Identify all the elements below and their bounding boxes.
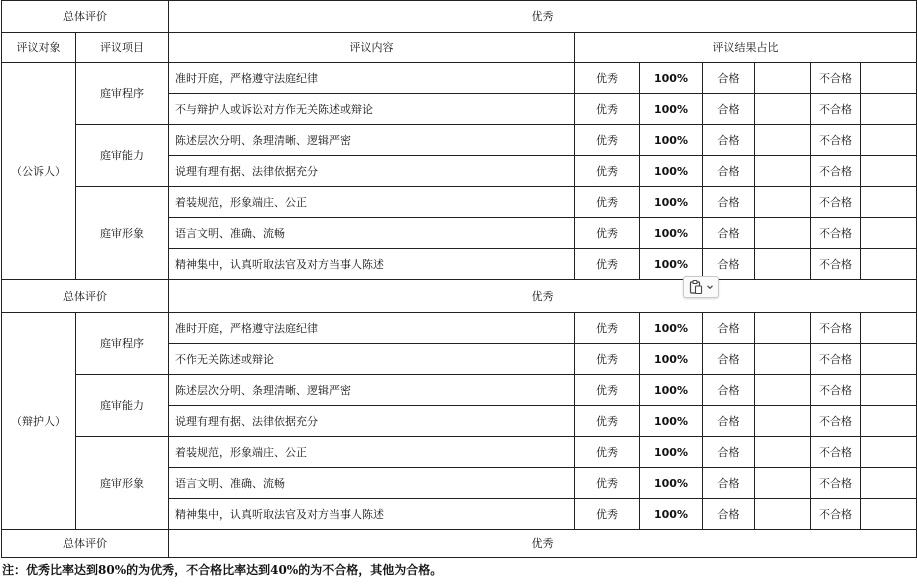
grade-blank: [755, 63, 811, 94]
overall-label: 总体评价: [2, 1, 169, 33]
content-cell: 陈述层次分明、条理清晰、逻辑严密: [169, 125, 575, 156]
grade-blank: [861, 313, 917, 344]
header-item: 评议项目: [76, 33, 169, 63]
grade-pass: 合格: [703, 125, 755, 156]
overall-value: 优秀: [169, 1, 917, 33]
grade-blank: [861, 437, 917, 468]
grade-fail: 不合格: [811, 344, 861, 375]
grade-blank: [861, 125, 917, 156]
content-cell: 陈述层次分明、条理清晰、逻辑严密: [169, 375, 575, 406]
content-cell: 准时开庭，严格遵守法庭纪律: [169, 313, 575, 344]
grade-percent: 100%: [640, 344, 703, 375]
header-result-ratio: 评议结果占比: [575, 33, 917, 63]
table-row: [2, 125, 917, 156]
grade-blank: [755, 94, 811, 125]
grade-pass: 合格: [703, 344, 755, 375]
target-cell: （辩护人）: [2, 313, 76, 530]
grade-blank: [755, 218, 811, 249]
grade-percent: 100%: [640, 94, 703, 125]
grade-fail: 不合格: [811, 249, 861, 280]
table-row: [2, 437, 917, 468]
grade-blank: [755, 344, 811, 375]
overall-row: [2, 530, 917, 558]
grade-blank: [861, 375, 917, 406]
grade-blank: [861, 94, 917, 125]
content-cell: 说理有理有据、法律依据充分: [169, 406, 575, 437]
header-target: 评议对象: [2, 33, 76, 63]
grade-percent: 100%: [640, 499, 703, 530]
grade-pass: 合格: [703, 406, 755, 437]
grade-blank: [755, 375, 811, 406]
grade-fail: 不合格: [811, 468, 861, 499]
grade-percent: 100%: [640, 249, 703, 280]
overall-value: 优秀: [169, 530, 917, 558]
grade-excellent: 优秀: [575, 187, 640, 218]
overall-row: [2, 280, 917, 313]
content-cell: 说理有理有据、法律依据充分: [169, 156, 575, 187]
grade-pass: 合格: [703, 63, 755, 94]
overall-value: 优秀: [169, 280, 917, 313]
grade-percent: 100%: [640, 437, 703, 468]
grade-fail: 不合格: [811, 313, 861, 344]
grade-blank: [861, 187, 917, 218]
grade-blank: [755, 125, 811, 156]
grade-blank: [861, 344, 917, 375]
grade-fail: 不合格: [811, 63, 861, 94]
grade-fail: 不合格: [811, 218, 861, 249]
footnote: 注：优秀比率达到80%的为优秀，不合格比率达到40%的为不合格，其他为合格。: [2, 563, 443, 577]
grade-pass: 合格: [703, 375, 755, 406]
grade-blank: [755, 499, 811, 530]
table-row: [2, 375, 917, 406]
chevron-down-icon: [706, 283, 714, 291]
grade-percent: 100%: [640, 63, 703, 94]
grade-percent: 100%: [640, 218, 703, 249]
grade-pass: 合格: [703, 437, 755, 468]
grade-excellent: 优秀: [575, 125, 640, 156]
grade-blank: [861, 406, 917, 437]
header-content: 评议内容: [169, 33, 575, 63]
item-cell: 庭审能力: [76, 125, 169, 187]
grade-blank: [755, 187, 811, 218]
paste-options-button[interactable]: [683, 276, 719, 298]
grade-percent: 100%: [640, 468, 703, 499]
grade-percent: 100%: [640, 375, 703, 406]
item-cell: 庭审程序: [76, 63, 169, 125]
content-cell: 准时开庭，严格遵守法庭纪律: [169, 63, 575, 94]
grade-excellent: 优秀: [575, 156, 640, 187]
table-row: [2, 313, 917, 344]
table-body: [2, 1, 917, 558]
grade-blank: [861, 218, 917, 249]
grade-pass: 合格: [703, 313, 755, 344]
grade-blank: [755, 437, 811, 468]
target-cell: （公诉人）: [2, 63, 76, 280]
overall-label: 总体评价: [2, 280, 169, 313]
grade-pass: 合格: [703, 499, 755, 530]
grade-fail: 不合格: [811, 187, 861, 218]
grade-blank: [755, 313, 811, 344]
table-row: [2, 187, 917, 218]
grade-percent: 100%: [640, 187, 703, 218]
grade-blank: [755, 249, 811, 280]
evaluation-table: [1, 0, 917, 558]
grade-excellent: 优秀: [575, 313, 640, 344]
grade-excellent: 优秀: [575, 63, 640, 94]
grade-percent: 100%: [640, 125, 703, 156]
grade-pass: 合格: [703, 94, 755, 125]
grade-excellent: 优秀: [575, 375, 640, 406]
grade-excellent: 优秀: [575, 94, 640, 125]
grade-excellent: 优秀: [575, 344, 640, 375]
grade-pass: 合格: [703, 468, 755, 499]
content-cell: 不与辩护人或诉讼对方作无关陈述或辩论: [169, 94, 575, 125]
grade-blank: [861, 63, 917, 94]
grade-blank: [861, 249, 917, 280]
grade-pass: 合格: [703, 218, 755, 249]
item-cell: 庭审形象: [76, 187, 169, 280]
grade-excellent: 优秀: [575, 437, 640, 468]
grade-excellent: 优秀: [575, 499, 640, 530]
overall-row: [2, 1, 917, 33]
grade-pass: 合格: [703, 187, 755, 218]
grade-excellent: 优秀: [575, 468, 640, 499]
content-cell: 精神集中，认真听取法官及对方当事人陈述: [169, 499, 575, 530]
grade-excellent: 优秀: [575, 218, 640, 249]
grade-fail: 不合格: [811, 406, 861, 437]
item-cell: 庭审能力: [76, 375, 169, 437]
grade-blank: [861, 156, 917, 187]
header-row: [2, 33, 917, 63]
item-cell: 庭审形象: [76, 437, 169, 530]
grade-fail: 不合格: [811, 437, 861, 468]
content-cell: 精神集中，认真听取法官及对方当事人陈述: [169, 249, 575, 280]
grade-fail: 不合格: [811, 125, 861, 156]
grade-blank: [755, 156, 811, 187]
grade-percent: 100%: [640, 156, 703, 187]
grade-percent: 100%: [640, 406, 703, 437]
content-cell: 语言文明、准确、流畅: [169, 218, 575, 249]
grade-blank: [861, 468, 917, 499]
table-row: [2, 63, 917, 94]
clipboard-paste-icon: [688, 279, 704, 295]
content-cell: 语言文明、准确、流畅: [169, 468, 575, 499]
grade-percent: 100%: [640, 313, 703, 344]
grade-blank: [861, 499, 917, 530]
grade-fail: 不合格: [811, 156, 861, 187]
item-cell: 庭审程序: [76, 313, 169, 375]
grade-pass: 合格: [703, 156, 755, 187]
grade-fail: 不合格: [811, 375, 861, 406]
grade-blank: [755, 406, 811, 437]
content-cell: 不作无关陈述或辩论: [169, 344, 575, 375]
grade-excellent: 优秀: [575, 249, 640, 280]
grade-pass: 合格: [703, 249, 755, 280]
grade-blank: [755, 468, 811, 499]
grade-fail: 不合格: [811, 499, 861, 530]
grade-fail: 不合格: [811, 94, 861, 125]
content-cell: 着装规范，形象端庄、公正: [169, 187, 575, 218]
content-cell: 着装规范，形象端庄、公正: [169, 437, 575, 468]
grade-excellent: 优秀: [575, 406, 640, 437]
overall-label: 总体评价: [2, 530, 169, 558]
